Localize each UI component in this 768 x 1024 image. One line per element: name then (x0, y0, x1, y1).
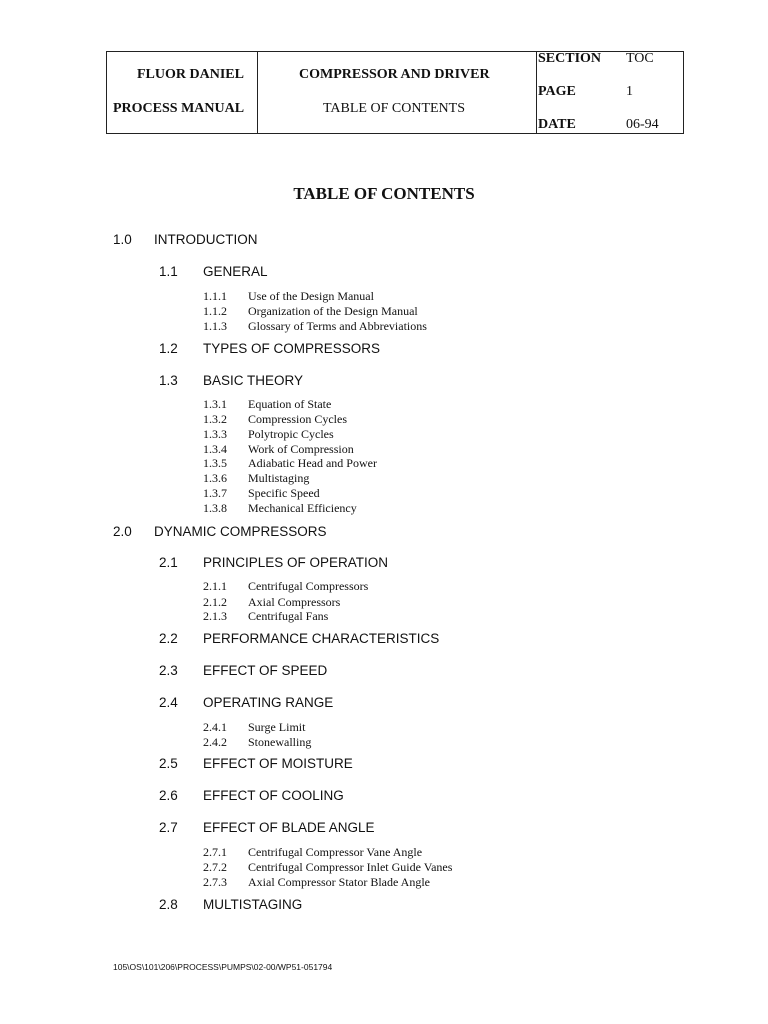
toc-label: Centrifugal Compressor Inlet Guide Vanes (248, 860, 453, 874)
toc-label: EFFECT OF MOISTURE (203, 756, 353, 771)
toc-number: 1.3.2 (203, 412, 227, 426)
toc-number: 1.3 (159, 373, 178, 388)
header-table (106, 51, 684, 134)
page-label: PAGE (538, 84, 576, 99)
toc-number: 1.3.1 (203, 397, 227, 411)
toc-label: BASIC THEORY (203, 373, 304, 388)
header-subject-cell (257, 52, 537, 133)
page-value: 1 (626, 84, 633, 99)
manual-name: PROCESS MANUAL (113, 101, 245, 116)
toc-label: Stonewalling (248, 735, 312, 749)
toc-number: 2.1 (159, 555, 178, 570)
toc-label: Centrifugal Compressors (248, 579, 369, 593)
toc-label: Mechanical Efficiency (248, 501, 357, 515)
toc-label: Use of the Design Manual (248, 289, 374, 303)
toc-label: DYNAMIC COMPRESSORS (154, 524, 327, 539)
toc-number: 2.1.3 (203, 609, 227, 623)
toc-number: 1.1.3 (203, 319, 227, 333)
toc-label: Surge Limit (248, 720, 306, 734)
toc-number: 1.1.1 (203, 289, 227, 303)
section-label: SECTION (538, 51, 602, 66)
toc-label: Specific Speed (248, 486, 320, 500)
toc-number: 1.1.2 (203, 304, 227, 318)
toc-number: 1.0 (113, 232, 132, 247)
toc-number: 1.2 (159, 341, 178, 356)
toc-number: 2.7 (159, 820, 178, 835)
toc-label: Compression Cycles (248, 412, 347, 426)
toc-label: Centrifugal Compressor Vane Angle (248, 845, 423, 859)
company-name: FLUOR DANIEL (137, 67, 244, 82)
toc-number: 2.7.2 (203, 860, 227, 874)
manual-subtitle: TABLE OF CONTENTS (323, 101, 465, 116)
toc-number: 2.2 (159, 631, 178, 646)
date-label: DATE (538, 117, 576, 132)
toc-number: 2.3 (159, 663, 178, 678)
toc-label: Glossary of Terms and Abbreviations (248, 319, 427, 333)
toc-number: 2.7.1 (203, 845, 227, 859)
toc-label: INTRODUCTION (154, 232, 258, 247)
toc-number: 2.4 (159, 695, 178, 710)
toc-label: Adiabatic Head and Power (248, 456, 377, 470)
toc-label: Work of Compression (248, 442, 354, 456)
toc-label: Axial Compressors (248, 595, 341, 609)
page-title: TABLE OF CONTENTS (293, 184, 475, 203)
toc-label: Equation of State (248, 397, 332, 411)
toc-label: EFFECT OF COOLING (203, 788, 344, 803)
toc-label: OPERATING RANGE (203, 695, 334, 710)
toc-label: EFFECT OF BLADE ANGLE (203, 820, 375, 835)
section-value: TOC (626, 51, 654, 66)
toc-number: 2.6 (159, 788, 178, 803)
toc-number: 2.5 (159, 756, 178, 771)
toc-number: 1.3.3 (203, 427, 227, 441)
toc-label: GENERAL (203, 264, 268, 279)
toc-number: 1.3.8 (203, 501, 227, 515)
toc-label: Axial Compressor Stator Blade Angle (248, 875, 430, 889)
toc-label: Multistaging (248, 471, 310, 485)
toc-label: Organization of the Design Manual (248, 304, 418, 318)
footer-file-path: 105\OS\101\206\PROCESS\PUMPS\02-00/WP51-051794 (113, 962, 333, 972)
toc-number: 1.3.4 (203, 442, 227, 456)
toc-number: 2.1.2 (203, 595, 227, 609)
toc-number: 2.4.2 (203, 735, 227, 749)
toc-label: PRINCIPLES OF OPERATION (203, 555, 389, 570)
toc-label: MULTISTAGING (203, 897, 303, 912)
toc-number: 2.7.3 (203, 875, 227, 889)
toc-label: EFFECT OF SPEED (203, 663, 328, 678)
toc-number: 1.3.7 (203, 486, 227, 500)
toc-number: 2.1.1 (203, 579, 227, 593)
toc-number: 2.8 (159, 897, 178, 912)
toc-number: 1.3.6 (203, 471, 227, 485)
toc-number: 1.1 (159, 264, 178, 279)
toc-label: PERFORMANCE CHARACTERISTICS (203, 631, 440, 646)
header-company-cell (107, 52, 258, 133)
toc-number: 1.3.5 (203, 456, 227, 470)
manual-subject: COMPRESSOR AND DRIVER (299, 67, 490, 82)
toc-label: Polytropic Cycles (248, 427, 334, 441)
toc-number: 2.0 (113, 524, 132, 539)
date-value: 06-94 (626, 117, 659, 132)
toc-number: 2.4.1 (203, 720, 227, 734)
toc-label: TYPES OF COMPRESSORS (203, 341, 381, 356)
toc-label: Centrifugal Fans (248, 609, 329, 623)
